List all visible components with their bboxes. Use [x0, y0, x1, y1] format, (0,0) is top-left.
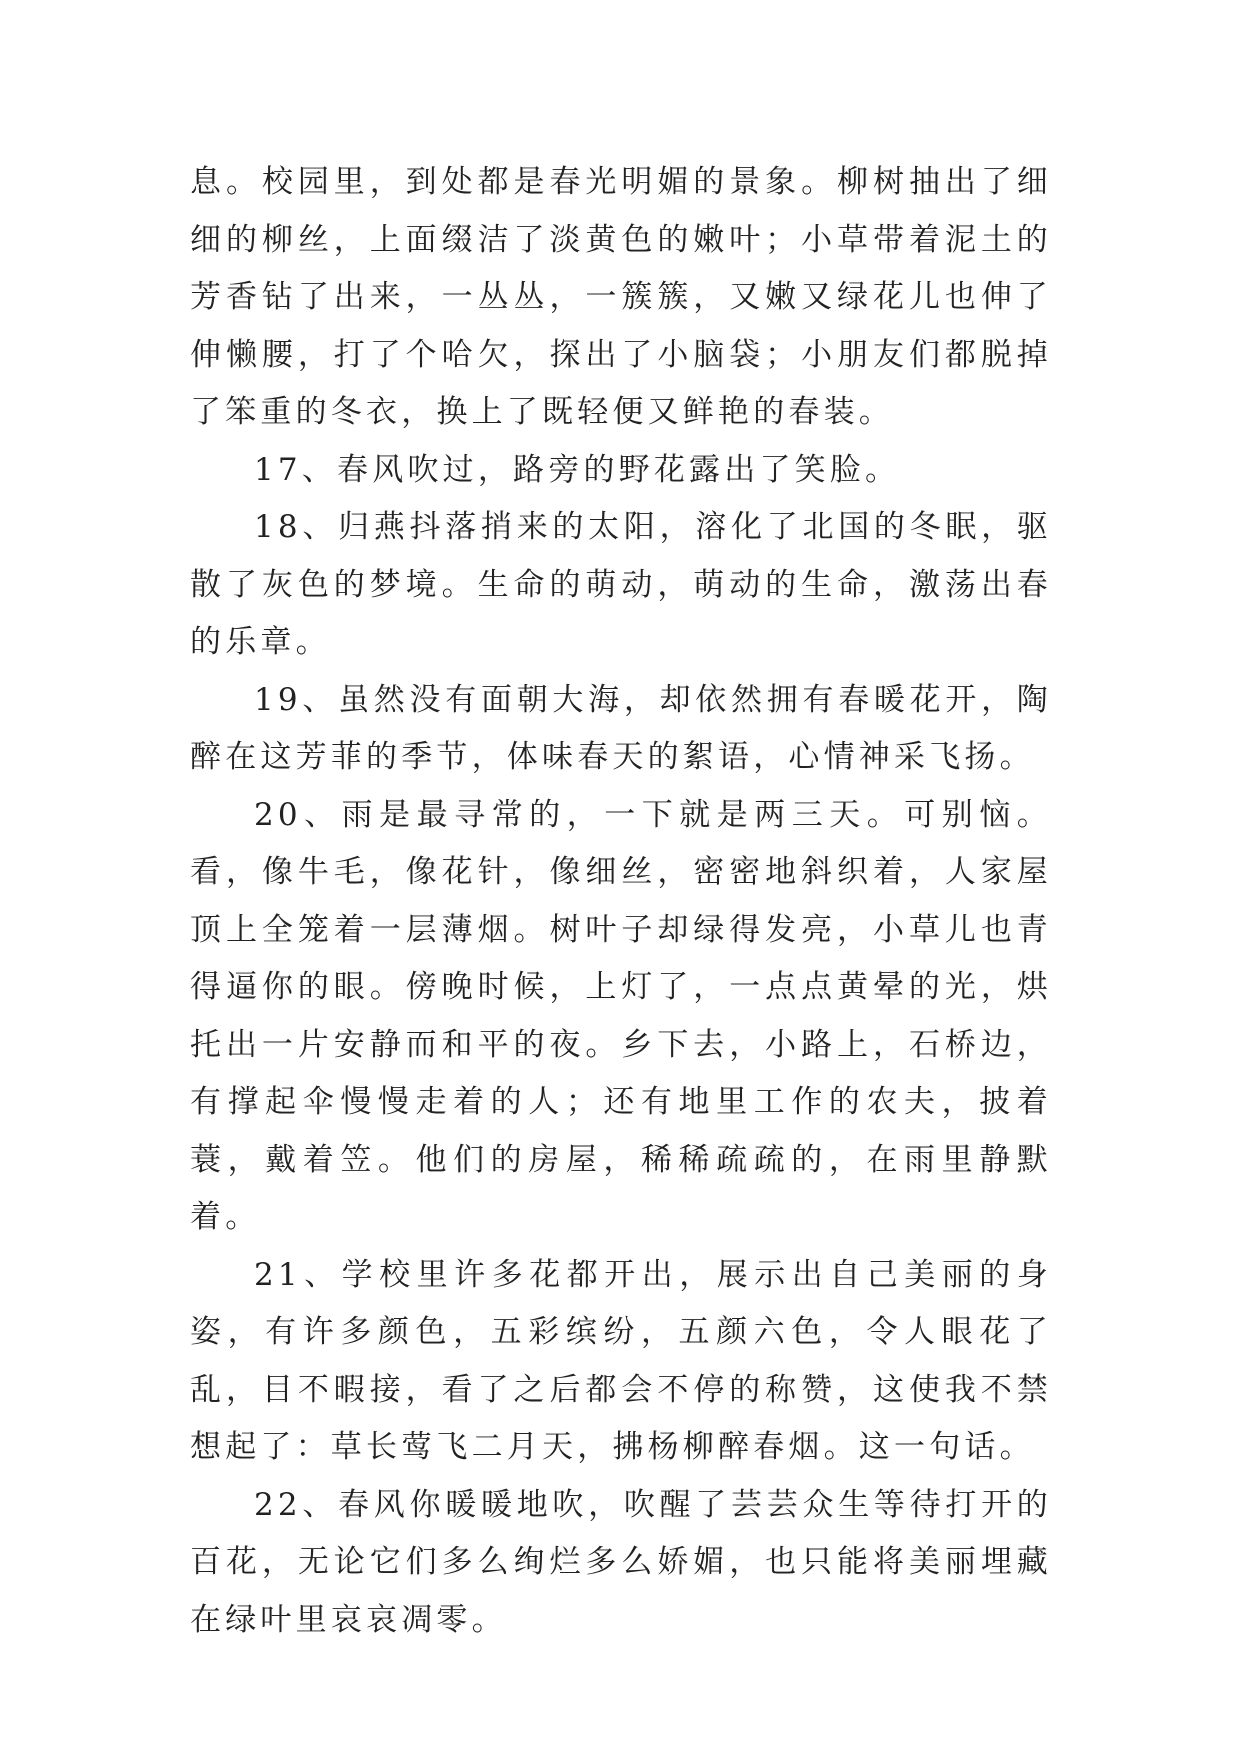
body-text: [190, 154, 1052, 1649]
paragraph-19: 19、虽然没有面朝大海，却依然拥有春暖花开，陶醉在这芳菲的季节，体味春天的絮语，心情神采飞扬。: [190, 681, 1052, 775]
paragraph-22: 22、春风你暖暖地吹，吹醒了芸芸众生等待打开的百花，无论它们多么绚烂多么娇媚，也只能将美丽埋藏在绿叶里哀哀凋零。: [190, 1486, 1052, 1638]
paragraph-18: 18、归燕抖落捎来的太阳，溶化了北国的冬眠，驱散了灰色的梦境。生命的萌动，萌动的生命，激荡出春的乐章。: [190, 509, 1052, 660]
paragraph-20: 20、雨是最寻常的，一下就是两三天。可别恼。看，像牛毛，像花针，像细丝，密密地斜织着，人家屋顶上全笼着一层薄烟。树叶子却绿得发亮，小草儿也青得逼你的眼。傍晚时候，上灯了，一点点黄晕的光，烘托出一片安静而和平的夜。乡下去，小路上，石桥边，有撑起伞慢慢走着的人；还有地里工作的农夫，披着蓑，戴着笠。他们的房屋，稀稀疏疏的，在雨里静默着。: [190, 796, 1052, 1235]
paragraph-17: 17、春风吹过，路旁的野花露出了笑脸。: [254, 451, 901, 488]
paragraph-21: 21、学校里许多花都开出，展示出自己美丽的身姿，有许多颜色，五彩缤纷，五颜六色，令人眼花了乱，目不暇接，看了之后都会不停的称赞，这使我不禁想起了：草长莺飞二月天，拂杨柳醉春烟。这一句话。: [190, 1256, 1052, 1465]
paragraph-continued: 息。校园里，到处都是春光明媚的景象。柳树抽出了细细的柳丝，上面缀洁了淡黄色的嫩叶；小草带着泥土的芳香钻了出来，一丛丛，一簇簇，又嫩又绿花儿也伸了伸懒腰，打了个哈欠，探出了小脑袋；小朋友们都脱掉了笨重的冬衣，换上了既轻便又鲜艳的春装。: [190, 164, 1052, 430]
